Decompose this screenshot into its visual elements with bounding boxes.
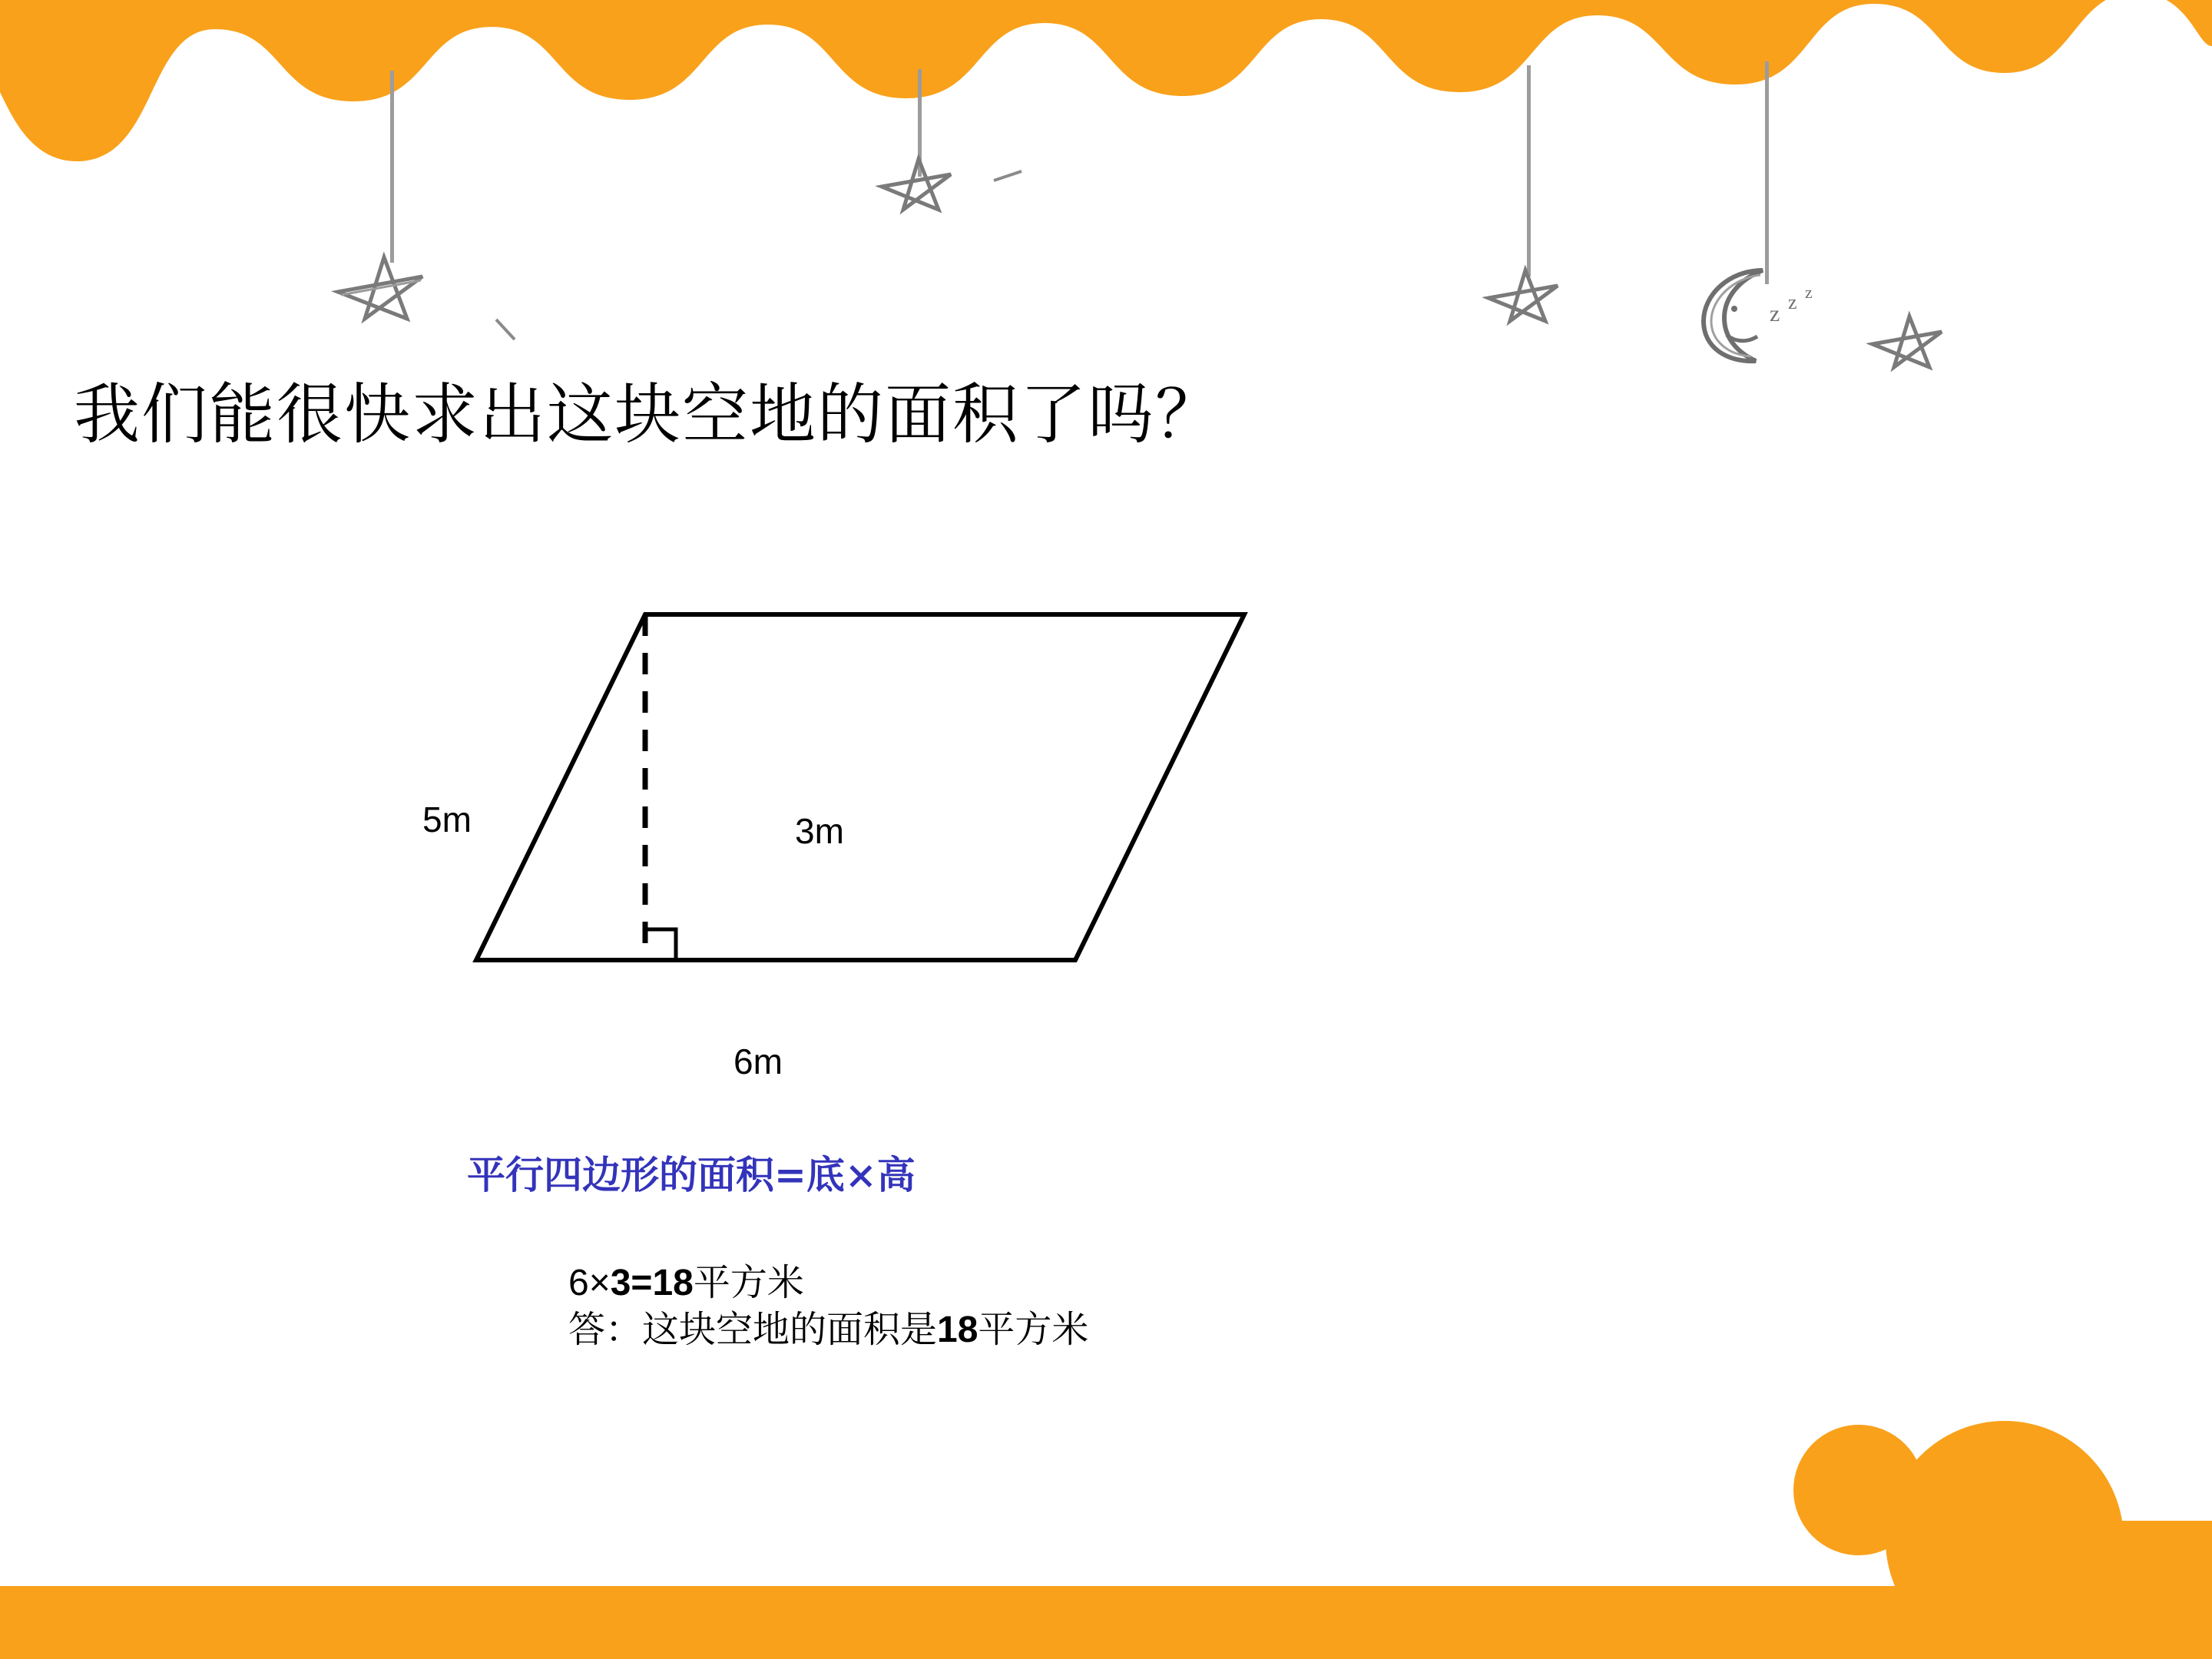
- zzz-text: z: [1770, 301, 1780, 326]
- calc-line2-bold: 18: [937, 1310, 979, 1351]
- svg-text:z: z: [1805, 283, 1813, 302]
- bottom-orange-bar: [0, 1586, 2212, 1659]
- calc-line1-suffix: 平方米: [693, 1263, 804, 1303]
- calculation-line-1: [568, 1260, 1088, 1306]
- calc-line1-prefix: 6×: [568, 1263, 611, 1303]
- hanging-string-4: [1765, 61, 1769, 284]
- hanging-string-3: [1527, 65, 1531, 276]
- figure-label-base: 6m: [733, 1041, 783, 1081]
- hanging-string-2: [918, 69, 922, 177]
- calculation-line-2: [568, 1306, 1088, 1353]
- hanging-string-1: [390, 71, 394, 263]
- calc-line1-bold: 3=18: [610, 1263, 694, 1303]
- star-doodle-4: [1866, 307, 1951, 376]
- star-doodle-1: [330, 246, 438, 330]
- star-doodle-3: [1482, 261, 1567, 330]
- page-title: 我们能很快求出这块空地的面积了吗？: [74, 376, 1223, 453]
- figure-label-side: 5m: [422, 800, 472, 839]
- top-cloud-decoration: [0, 0, 2212, 200]
- tick-doodle-1: [991, 165, 1029, 188]
- calc-line2-suffix: 平方米: [978, 1310, 1089, 1351]
- figure-label-height: 3m: [795, 811, 844, 851]
- calc-line2-prefix: 答：这块空地的面积是: [568, 1310, 938, 1351]
- tick-doodle-2: [492, 315, 530, 346]
- parallelogram-figure: [430, 599, 1352, 998]
- svg-text:z: z: [1788, 291, 1797, 313]
- calculation-block: [568, 1260, 1088, 1354]
- area-formula: 平行四边形的面积=底×高: [467, 1152, 916, 1197]
